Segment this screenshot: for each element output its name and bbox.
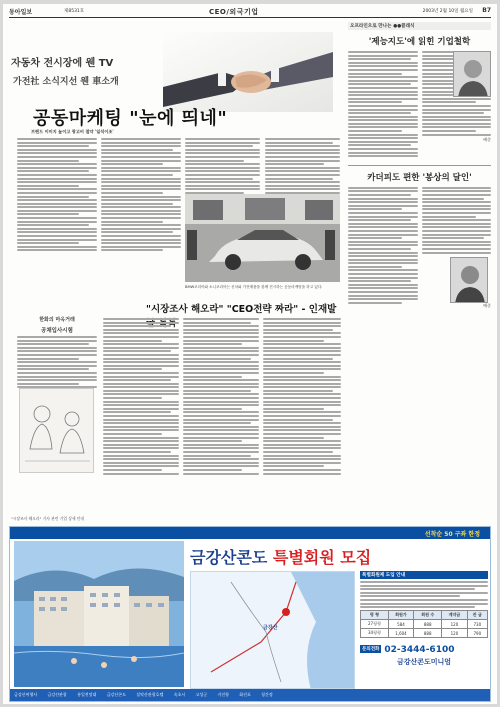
table-cell: 790: [467, 629, 487, 638]
strip-item: 금강산관광: [47, 692, 67, 697]
info-box-title: 한화의 마옥거래: [39, 317, 75, 323]
ad-limited-offer: 선착순 50 구좌 한정: [424, 531, 480, 538]
strip-item: 속초시: [173, 692, 186, 697]
table-cell: 120: [442, 629, 467, 638]
article-subhead: 브랜드 이미지 높이고 광고비 절약 '일석이조': [31, 129, 114, 134]
condo-advertisement: [9, 526, 491, 702]
header-rule: [9, 17, 491, 18]
map-label: 금강산: [263, 625, 278, 631]
strip-item: 청간정: [261, 692, 273, 697]
newspaper-page: [3, 4, 497, 704]
table-cell: 27평형: [361, 620, 389, 629]
column-body-1: [348, 51, 418, 159]
table-header: 평 형: [361, 611, 389, 620]
article-body-col-2: [101, 138, 181, 253]
phone-number[interactable]: 02-3444-6100: [384, 645, 455, 656]
page-number: B7: [482, 7, 491, 14]
bottom-body-col-3: [263, 318, 341, 476]
ad-top-banner: [10, 527, 490, 539]
columnist2-portrait: [450, 257, 488, 303]
main-headline: 공동마케팅 "눈에 띄네": [33, 108, 228, 129]
handshake-photo: [163, 32, 333, 112]
bottom-body-col-2: [183, 318, 259, 476]
issue-date: 2003년 2월 10일 월요일: [422, 9, 473, 14]
table-cell: 730: [467, 620, 487, 629]
page-header: [9, 7, 491, 17]
bottom-body-col-1: [103, 318, 179, 476]
strip-item: 설악산관광호텔: [136, 692, 164, 697]
ad-title: [190, 545, 371, 568]
car-showroom-photo: [185, 194, 340, 282]
article-body-col-3: [185, 138, 260, 199]
illustration-sketch: [19, 388, 94, 473]
section-title: CEO/외국기업: [209, 8, 259, 16]
table-header: 회원가: [388, 611, 413, 620]
table-header: 잔 금: [467, 611, 487, 620]
photo-caption: BMW코리아와 소니코리아는 신차와 가전제품을 함께 전시하는 공동마케팅을 하고 있다.: [185, 285, 323, 289]
info-box-subtitle: 공채입사시험: [41, 328, 73, 334]
table-cell: 1,604: [388, 629, 413, 638]
membership-table: [360, 610, 488, 638]
ad-title-main: 금강산콘도: [190, 548, 268, 567]
article-body-col-4: [265, 138, 340, 199]
resort-photo: [14, 541, 184, 687]
table-cell: 584: [388, 620, 413, 629]
column2-author: 배준: [483, 302, 491, 308]
ad-title-red: 특별회원 모집: [272, 548, 372, 567]
column2-title: 카더피도 편한 '봉상의 달인': [367, 172, 472, 183]
table-cell: 888: [414, 620, 442, 629]
issue-number: 제8531호: [64, 9, 85, 14]
strip-item: 금강산여행사: [14, 692, 38, 697]
ad-bottom-strip: [10, 689, 490, 701]
table-cell: 34평형: [361, 629, 389, 638]
phone-label: 문의전화: [362, 646, 380, 652]
kicker-line-1: 자동차 전시장에 웬 TV: [11, 58, 114, 69]
ad-info-panel: [360, 571, 488, 689]
column-body-2: [422, 51, 492, 159]
columnist-portrait: [453, 51, 491, 97]
column-title: '제능지도'에 읽힌 기업철학: [368, 37, 471, 47]
opinion-column: [348, 22, 491, 512]
article-body-col-1: [17, 138, 97, 253]
table-cell: 120: [442, 620, 467, 629]
footnote: "시장조사 해오라" 기사 관련 기업 상세 안내: [11, 516, 85, 521]
column-tag: 오프라인으로 만나는 ●●클래식: [348, 22, 491, 30]
table-cell: 888: [414, 629, 442, 638]
table-row: [361, 629, 488, 638]
column-author: 배준: [483, 137, 491, 143]
bottom-article: [11, 296, 345, 511]
strip-item: 금강산콘도: [106, 692, 127, 697]
column2-body-1: [348, 187, 418, 309]
info-box: [17, 316, 97, 390]
strip-item: 화진포: [239, 692, 251, 697]
table-row: [361, 620, 488, 629]
kicker-line-2: 가전社 소식지선 웬 車소개: [13, 77, 119, 87]
location-map: [190, 571, 355, 689]
table-header: 회원 수: [414, 611, 442, 620]
newspaper-logo: 동아일보: [9, 9, 33, 16]
strip-item: 거진항: [217, 692, 229, 697]
strip-item: 고성군: [195, 692, 208, 697]
notice-title: 특별회원제 도입 안내: [360, 571, 488, 579]
bottom-headline: "시장조사 해오라" "CEO전략 짜라" - 인재발: [146, 304, 337, 315]
ad-brand: 금강산콘도미니엄: [396, 658, 452, 667]
strip-item: 통일전망대: [77, 692, 97, 697]
column2-body-2: [422, 187, 492, 309]
table-header: 계약금: [442, 611, 467, 620]
